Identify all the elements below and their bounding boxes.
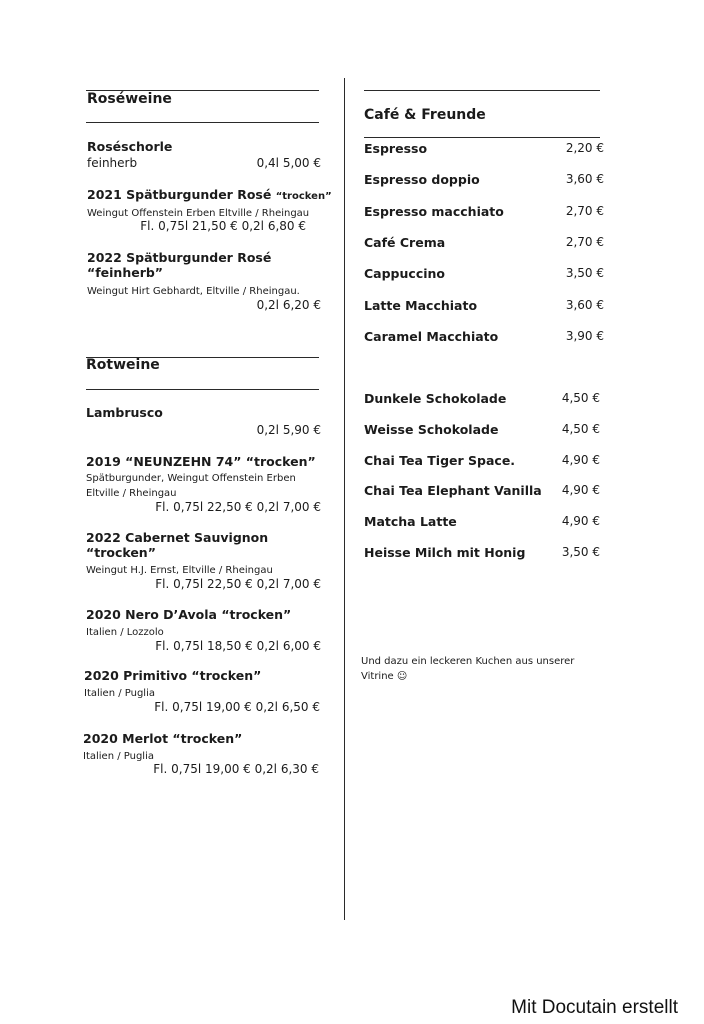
neunzehn-sub2: Eltville / Rheingau	[86, 488, 177, 499]
coffee-item-name: Caramel Macchiato	[364, 328, 499, 344]
nero-davola-title: 2020 Nero D’Avola “trocken”	[86, 607, 292, 622]
coffee-item-row	[364, 235, 604, 253]
cabernet-price: Fl. 0,75l 22,50 € 0,2l 7,00 €	[155, 577, 321, 591]
cabernet-sub: Weingut H.J. Ernst, Eltville / Rheingau	[86, 565, 273, 576]
coffee-item-name: Espresso doppio	[364, 172, 480, 188]
coffee-item-name: Espresso macchiato	[364, 203, 504, 219]
spaetburgunder-rose-2021-main: 2021 Spätburgunder Rosé	[87, 187, 272, 202]
coffee-item-price: 3,50 €	[565, 266, 604, 281]
neunzehn-title: 2019 “NEUNZEHN 74” “trocken”	[86, 454, 316, 469]
rot-bottom-rule	[86, 389, 319, 390]
docutain-credit: Mit Docutain erstellt	[511, 997, 678, 1018]
spaetburgunder-rose-2022-price: 0,2l 6,20 €	[256, 298, 321, 312]
drink-item-price: 4,90 €	[561, 483, 600, 498]
coffee-item-row	[364, 329, 604, 347]
drink-item-price: 4,50 €	[561, 421, 600, 436]
coffee-item-row	[364, 172, 604, 190]
coffee-item-row	[364, 141, 604, 159]
coffee-item-price: 2,70 €	[565, 234, 604, 249]
primitivo-price: Fl. 0,75l 19,00 € 0,2l 6,50 €	[154, 700, 320, 714]
drink-item-name: Dunkele Schokolade	[364, 391, 507, 406]
coffee-item-price: 2,70 €	[565, 203, 604, 218]
drink-item-name: Heisse Milch mit Honig	[364, 545, 526, 560]
coffee-item-price: 3,90 €	[565, 328, 604, 343]
drink-item-price: 3,50 €	[561, 545, 600, 559]
drink-item-row	[364, 545, 600, 563]
cabernet-title1: 2022 Cabernet Sauvignon	[86, 530, 269, 545]
drink-item-name: Matcha Latte	[364, 514, 457, 530]
roseschorle-price: 0,4l 5,00 €	[256, 156, 321, 170]
spaetburgunder-rose-2021-title	[87, 187, 332, 205]
nero-davola-sub: Italien / Lozzolo	[86, 627, 164, 638]
merlot-price: Fl. 0,75l 19,00 € 0,2l 6,30 €	[153, 762, 319, 776]
drink-item-row	[364, 514, 600, 532]
drink-item-name: Chai Tea Tiger Space.	[364, 452, 516, 468]
spaetburgunder-rose-2022-title1: 2022 Spätburgunder Rosé	[87, 250, 272, 265]
roseschorle-sub: feinherb	[87, 156, 138, 170]
rose-section-title: Roséweine	[87, 91, 172, 107]
neunzehn-sub1: Spätburgunder, Weingut Offenstein Erben	[86, 473, 296, 484]
coffee-item-row	[364, 298, 604, 316]
coffee-item-name: Latte Macchiato	[364, 297, 478, 313]
cafe-section-title: Café & Freunde	[364, 107, 486, 123]
drink-item-name: Weisse Schokolade	[364, 421, 499, 437]
spaetburgunder-rose-2021-sub: Weingut Offenstein Erben Eltville / Rheingau	[87, 208, 310, 219]
coffee-item-name: Cappuccino	[364, 266, 445, 282]
coffee-item-name: Café Crema	[364, 234, 446, 250]
cafe-top-rule	[364, 90, 600, 91]
coffee-item-name: Espresso	[364, 141, 428, 156]
rot-section-title: Rotweine	[86, 357, 160, 373]
drink-item-row	[364, 483, 600, 501]
cafe-bottom-rule	[364, 137, 600, 138]
spaetburgunder-rose-2021-price: Fl. 0,75l 21,50 € 0,2l 6,80 €	[140, 219, 306, 233]
cake-note: Und dazu ein leckeren Kuchen aus unserer Vitrine ☺	[361, 656, 575, 682]
drink-item-row	[364, 422, 600, 440]
drink-item-row	[364, 453, 600, 471]
drink-item-price: 4,90 €	[561, 452, 600, 467]
lambrusco-title: Lambrusco	[86, 405, 163, 420]
merlot-title: 2020 Merlot “trocken”	[83, 731, 243, 746]
spaetburgunder-rose-2021-small: “trocken”	[275, 191, 332, 202]
cabernet-title2: “trocken”	[86, 545, 156, 560]
coffee-item-price: 3,60 €	[565, 172, 604, 187]
lambrusco-price: 0,2l 5,90 €	[256, 423, 321, 437]
coffee-item-row	[364, 204, 604, 222]
spaetburgunder-rose-2022-sub: Weingut Hirt Gebhardt, Eltville / Rheingau.	[87, 286, 300, 297]
spaetburgunder-rose-2022-title2: “feinherb”	[87, 265, 164, 280]
column-divider	[344, 78, 345, 920]
neunzehn-price: Fl. 0,75l 22,50 € 0,2l 7,00 €	[155, 500, 321, 514]
drink-item-price: 4,50 €	[561, 391, 600, 405]
coffee-item-row	[364, 266, 604, 284]
coffee-item-price: 2,20 €	[565, 141, 604, 155]
nero-davola-price: Fl. 0,75l 18,50 € 0,2l 6,00 €	[155, 639, 321, 653]
drink-item-name: Chai Tea Elephant Vanilla	[364, 483, 542, 499]
primitivo-sub: Italien / Puglia	[84, 688, 155, 699]
drink-item-row	[364, 391, 600, 409]
drink-item-price: 4,90 €	[561, 514, 600, 529]
rose-bottom-rule	[86, 122, 319, 123]
primitivo-title: 2020 Primitivo “trocken”	[84, 668, 262, 683]
coffee-item-price: 3,60 €	[565, 297, 604, 312]
roseschorle-title: Roséschorle	[87, 139, 173, 154]
merlot-sub: Italien / Puglia	[83, 751, 154, 762]
